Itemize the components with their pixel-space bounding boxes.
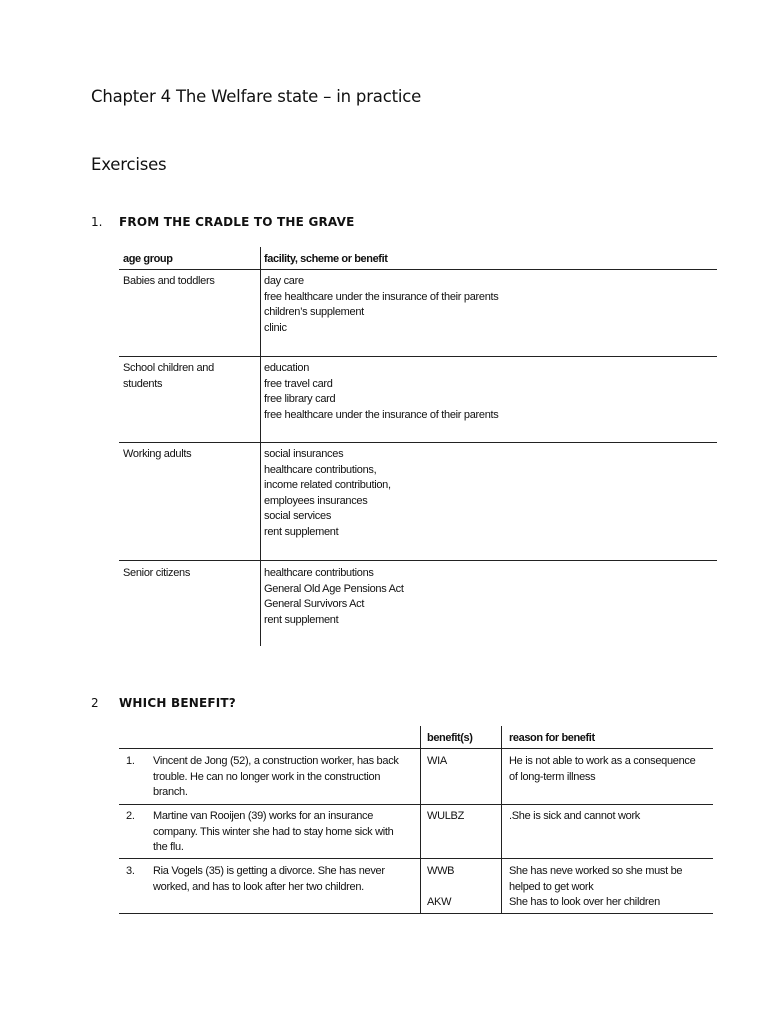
table-1-row-rule [119,442,717,443]
table-2-row-rule [119,858,713,859]
table-1-row-rule [119,560,717,561]
reason-cell: He is not able to work as a consequence of long-term illness [509,755,696,783]
reason-cell: .She is sick and cannot work [509,810,641,822]
section-2-title: WHICH BENEFIT? [119,696,236,710]
case-number: 1. [126,755,135,767]
header-benefit: benefit(s) [427,732,473,744]
case-number: 2. [126,810,135,822]
table-2-row-rule [119,804,713,805]
benefit-cell: WULBZ [427,810,465,822]
table-1-header-rule [119,269,717,270]
header-facility: facility, scheme or benefit [264,253,388,265]
header-reason: reason for benefit [509,732,595,744]
case-description: Ria Vogels (35) is getting a divorce. She has never worked, and has to look after her two children. [153,865,385,893]
facility-cell: healthcare contributions General Old Age Pensions Act General Survivors Act rent supplement [264,567,404,626]
section-2-number: 2 [91,696,99,710]
age-group-cell: Working adults [123,448,192,460]
case-number: 3. [126,865,135,877]
case-description: Vincent de Jong (52), a construction worker, has back trouble. He can no longer work in the construction branch. [153,755,399,799]
facility-cell: social insurances healthcare contributions, income related contribution, employees insurances social services rent supplement [264,448,391,538]
benefit-cell: WIA [427,755,447,767]
table-2-divider [420,726,421,914]
header-age-group: age group [123,253,173,265]
table-2-row-rule [119,913,713,914]
table-1-vertical-divider [260,247,261,646]
section-1-number: 1. [91,215,103,229]
age-group-cell: School children and students [123,362,214,390]
table-2-header-rule [119,748,713,749]
age-group-cell: Senior citizens [123,567,191,579]
table-1-row-rule [119,356,717,357]
exercises-heading: Exercises [91,155,167,174]
age-group-cell: Babies and toddlers [123,275,215,287]
section-1-title: FROM THE CRADLE TO THE GRAVE [119,215,355,229]
benefit-cell: WWB [427,865,455,877]
benefit-cell: AKW [427,896,452,908]
table-2-divider [501,726,502,914]
facility-cell: education free travel card free library card free healthcare under the insurance of their parents [264,362,499,421]
reason-cell: She has neve worked so she must be helped to get work She has to look over her children [509,865,683,909]
case-description: Martine van Rooijen (39) works for an insurance company. This winter she had to stay home sick with the flu. [153,810,394,854]
chapter-title: Chapter 4 The Welfare state – in practice [91,87,422,106]
facility-cell: day care free healthcare under the insurance of their parents children’s supplement clinic [264,275,499,334]
